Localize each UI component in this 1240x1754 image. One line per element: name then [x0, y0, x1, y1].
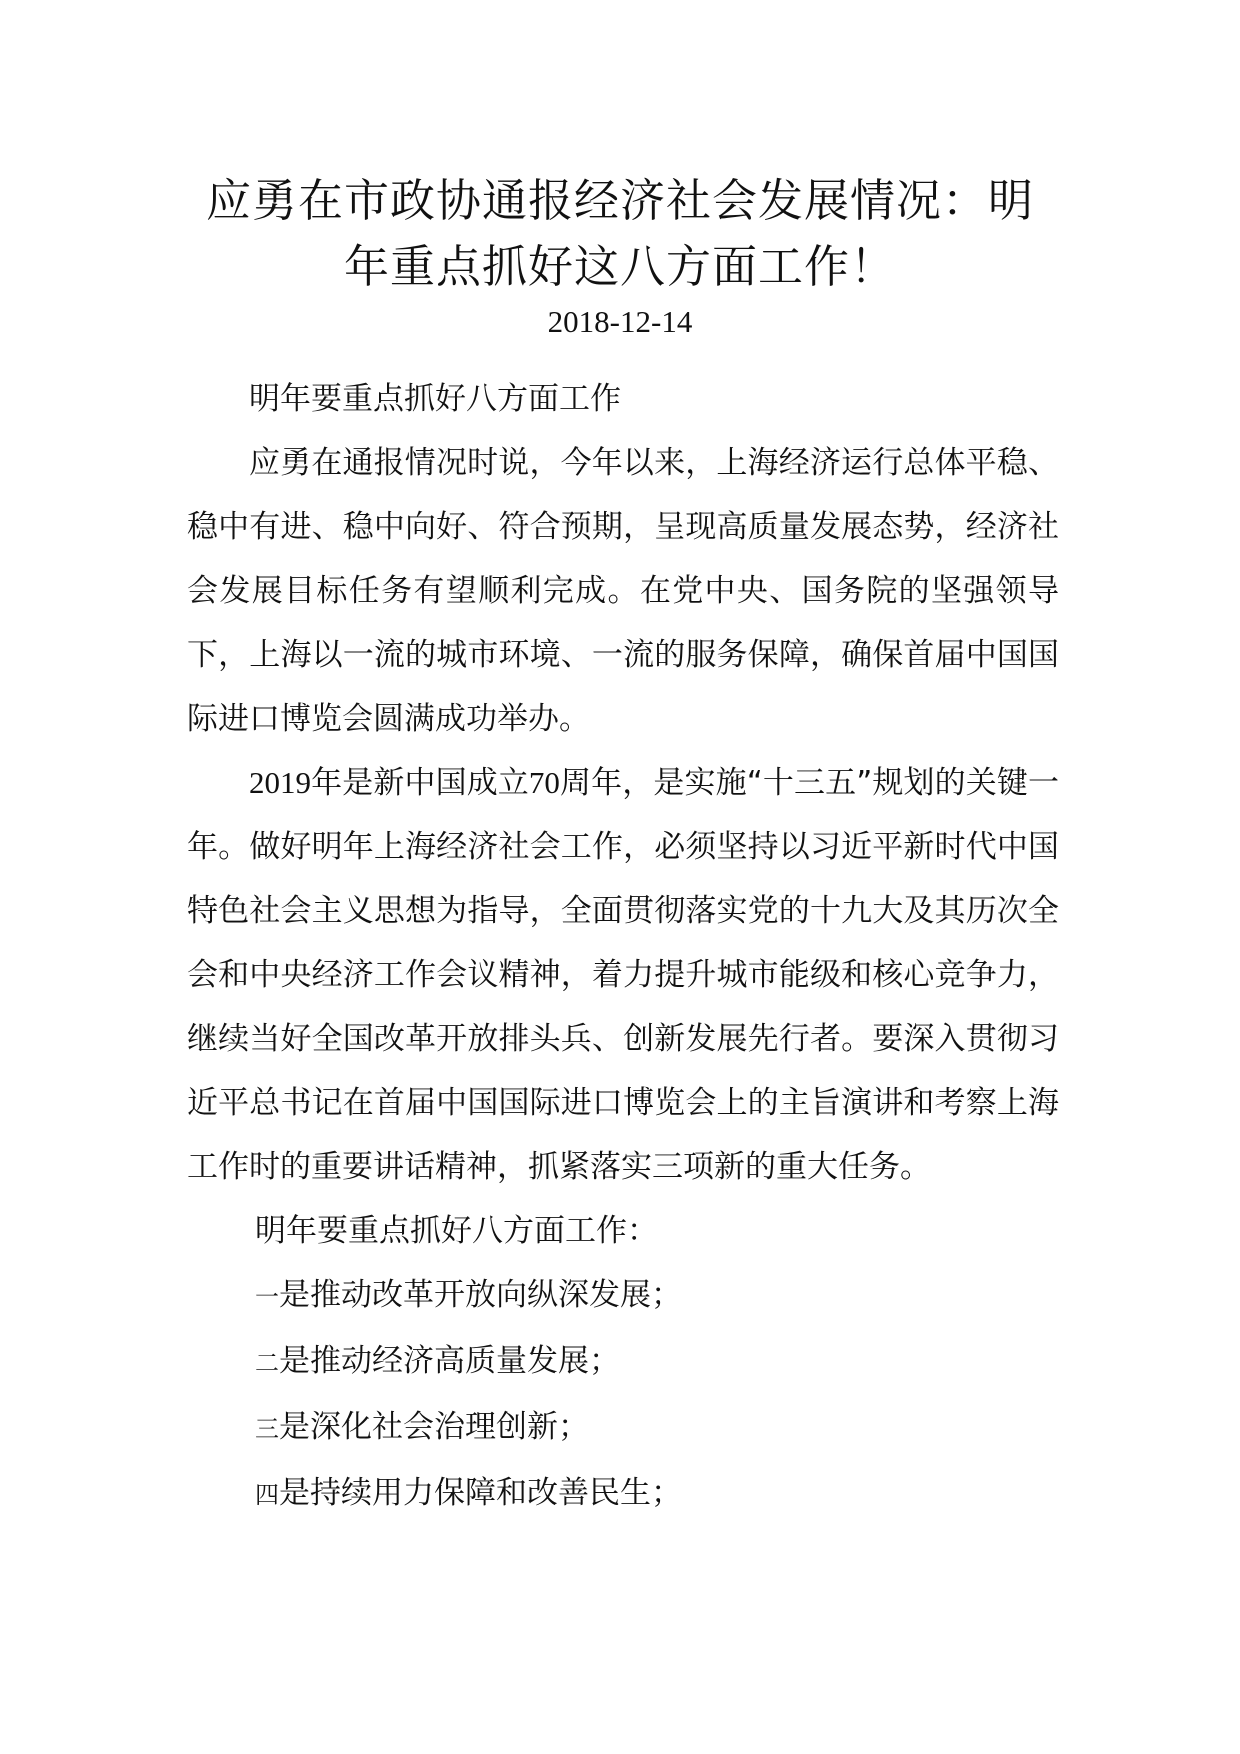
list-item-4	[187, 1461, 1059, 1527]
list-item-2	[187, 1329, 1059, 1395]
paragraph-2-year: 2019	[249, 765, 311, 800]
list-item-number: 三	[255, 1415, 279, 1443]
paragraph-2	[187, 751, 1059, 1199]
list-item-number: 一	[255, 1283, 279, 1311]
paragraph-2-part-1: 年是新中国成立	[311, 765, 529, 801]
list-item-text: 是推动改革开放向纵深发展；	[279, 1277, 682, 1313]
list-item-text: 是深化社会治理创新；	[279, 1409, 589, 1445]
list-heading: 明年要重点抓好八方面工作：	[255, 1213, 658, 1249]
list-item-number: 四	[255, 1481, 279, 1509]
list-item-text: 是推动经济高质量发展；	[279, 1343, 620, 1379]
publish-date: 2018-12-14	[547, 304, 693, 339]
list-item-text: 是持续用力保障和改善民生；	[279, 1475, 682, 1511]
article-title-line-2: 年重点抓好这八方面工作！	[343, 240, 896, 293]
article-title-line-1: 应勇在市政协通报经济社会发展情况：明	[205, 174, 1034, 227]
list-item-number: 二	[255, 1349, 279, 1377]
subheading: 明年要重点抓好八方面工作	[249, 381, 621, 417]
paragraph-1: 应勇在通报情况时说，今年以来，上海经济运行总体平稳、稳中有进、稳中向好、符合预期，呈现高质量发展态势，经济社会发展目标任务有望顺利完成。在党中央、国务院的坚强领导下，上海以一流的城市环境、一流的服务保障，确保首届中国国际进口博览会圆满成功举办。	[187, 445, 1059, 737]
list-item-1	[187, 1263, 1059, 1329]
article-title	[160, 168, 1080, 300]
article-body	[187, 367, 1059, 1527]
list-item-3	[187, 1395, 1059, 1461]
paragraph-2-part-2: 周年，是实施“十三五”规划的关键一年。做好明年上海经济社会工作，必须坚持以习近平新时代中国特色社会主义思想为指导，全面贯彻落实党的十九大及其历次全会和中央经济工作会议精神，着力提升城市能级和核心竞争力，继续当好全国改革开放排头兵、创新发展先行者。要深入贯彻习近平总书记在首届中国国际进口博览会上的主旨演讲和考察上海工作时的重要讲话精神，抓紧落实三项新的重大任务。	[187, 765, 1059, 1185]
paragraph-2-number: 70	[528, 765, 560, 800]
